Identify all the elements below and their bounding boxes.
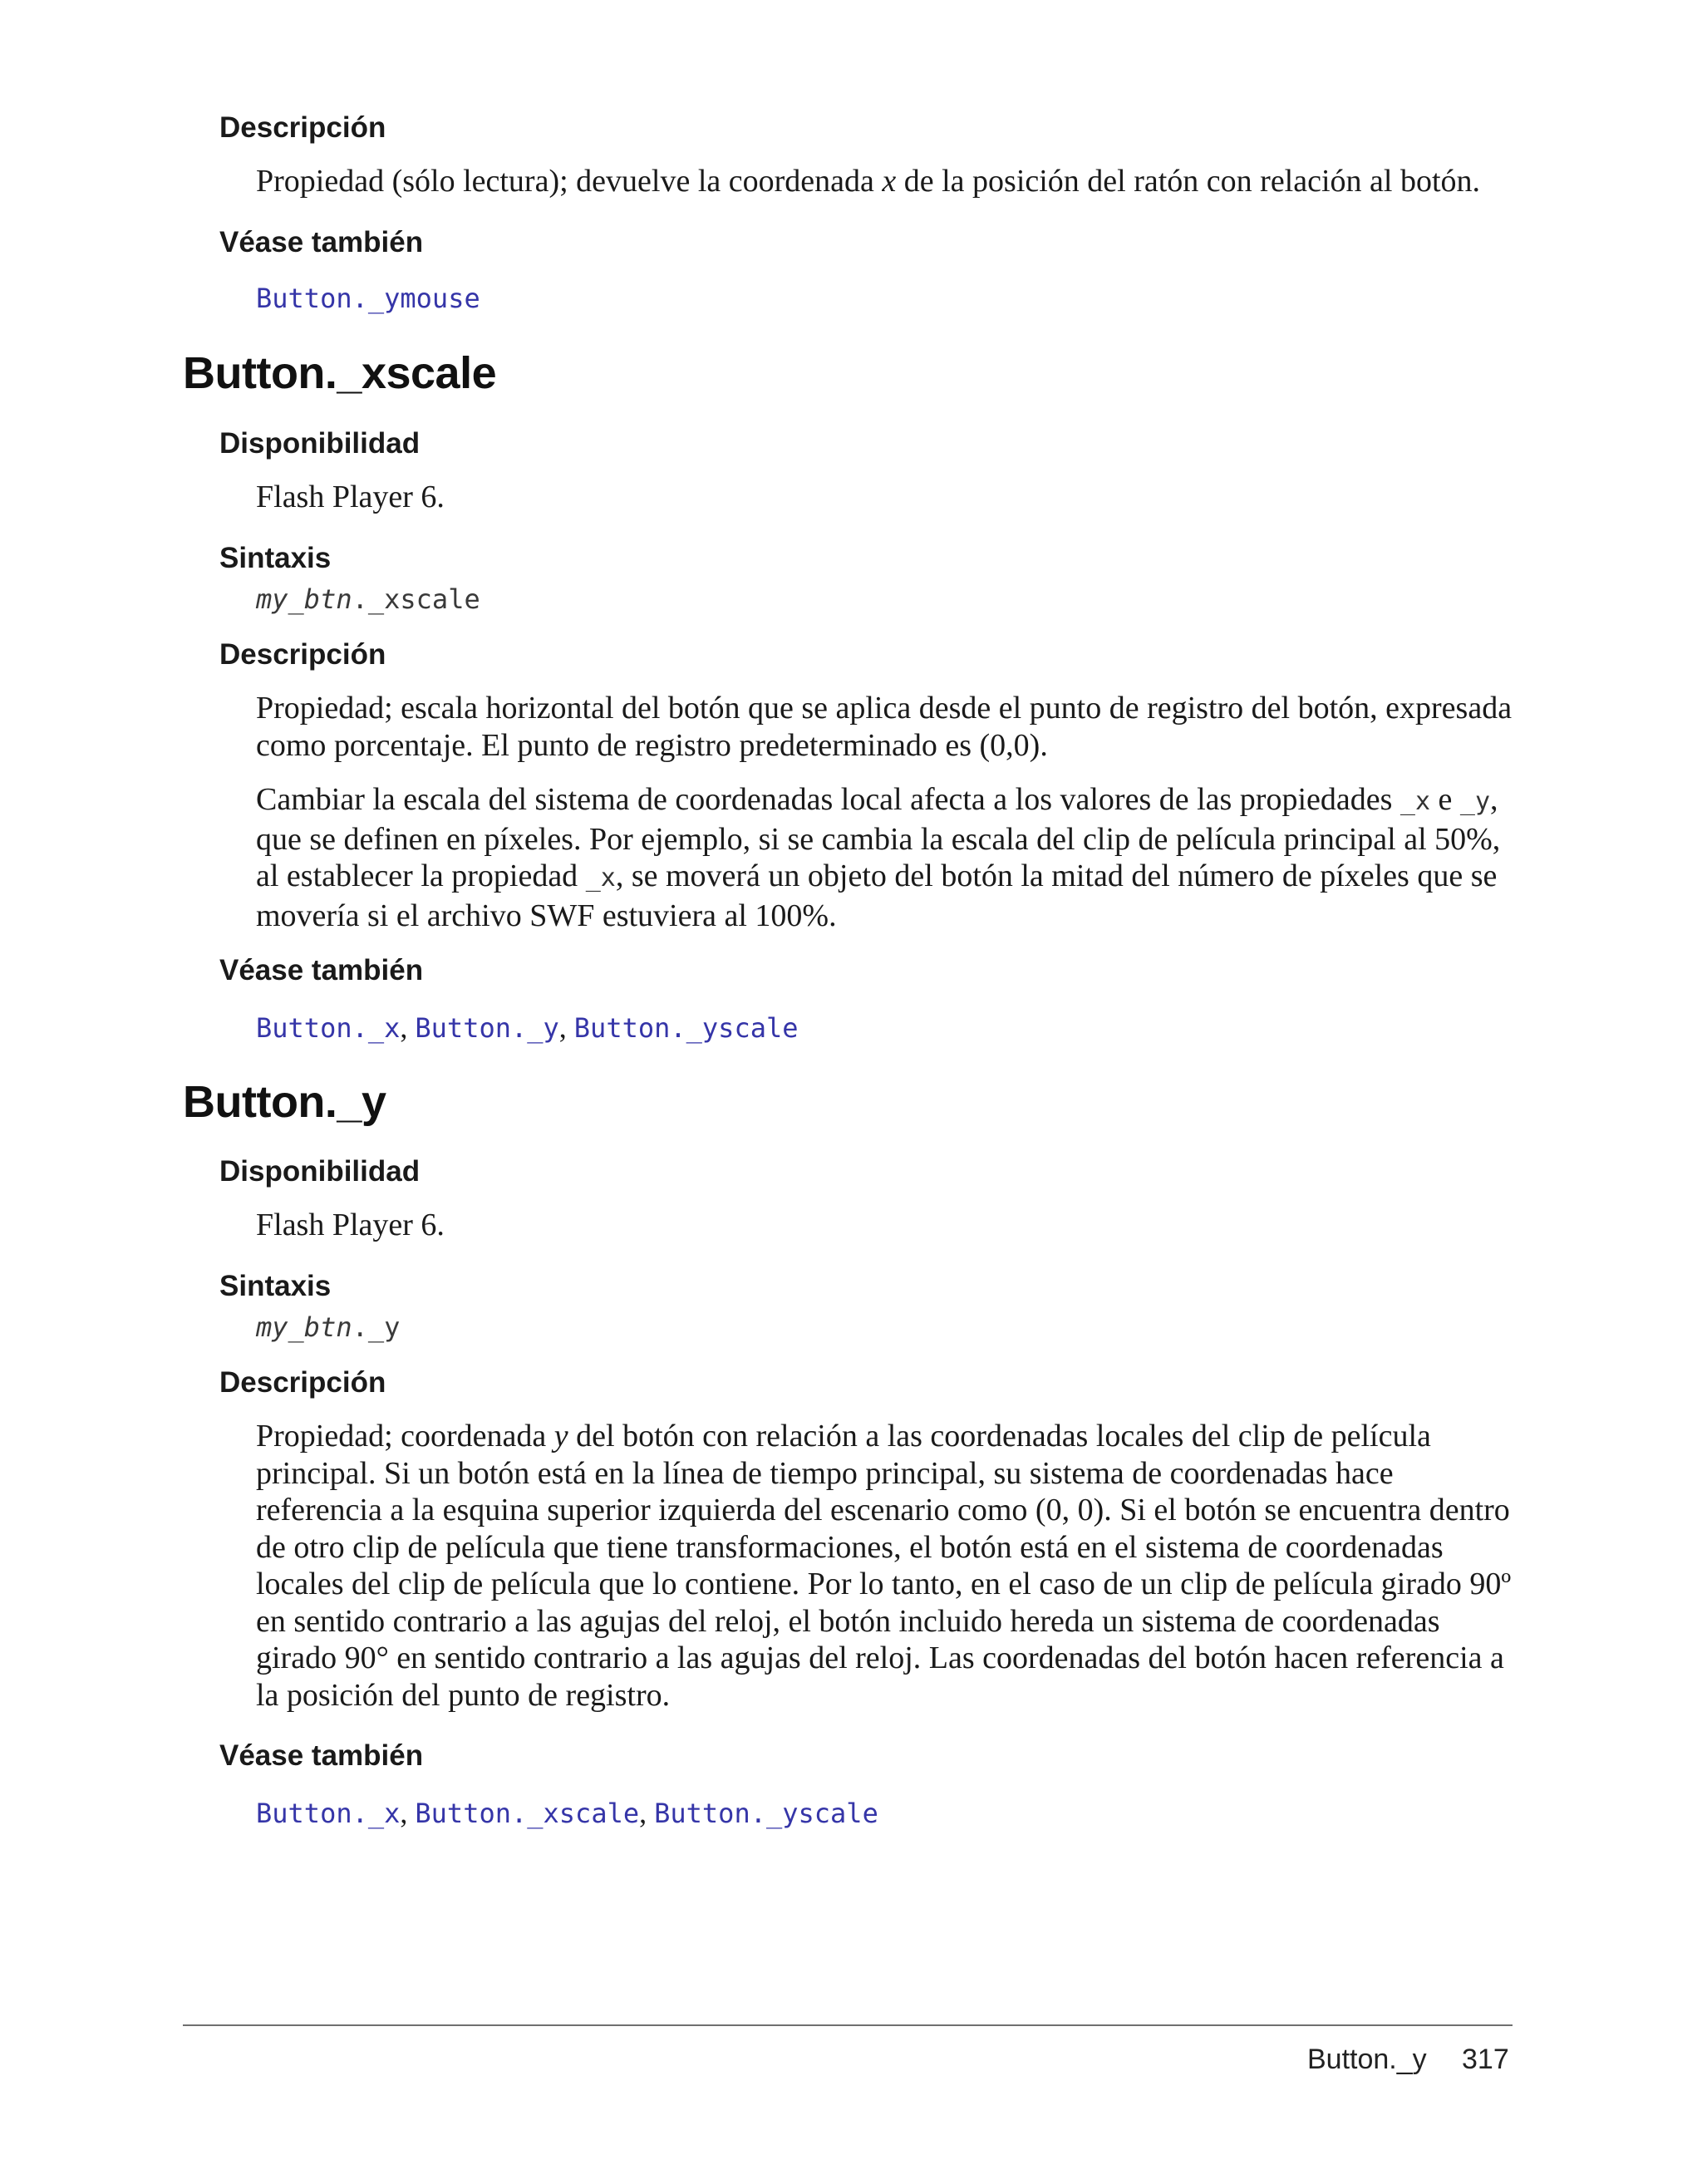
see-also-heading: Véase también [219, 1739, 424, 1772]
description-paragraph-1: Propiedad; escala horizontal del botón que se aplica desde el punto de registro del botón, expresada como porcentaje. El punto de registro predeterminado es (0,0). [256, 691, 1513, 763]
syntax-instance: my_btn [256, 1311, 352, 1343]
syntax-heading: Sintaxis [219, 1270, 332, 1302]
paragraph-part: e [1430, 782, 1460, 817]
paragraph-var: y [553, 1419, 568, 1454]
see-also-links [256, 1796, 878, 1830]
description-heading: Descripción [219, 1366, 386, 1399]
page-number: 317 [1462, 2044, 1509, 2075]
description-heading: Descripción [219, 111, 386, 144]
paragraph-part: , se moverá un objeto del botón la mitad del número de píxeles que se movería si el archivo SWF estuviera al 100%. [256, 858, 1498, 933]
see-also-heading: Véase también [219, 226, 424, 258]
link-separator: , [400, 1796, 416, 1829]
see-also-links [256, 1011, 799, 1045]
link-button-ymouse[interactable]: Button._ymouse [256, 283, 480, 314]
description-text-part: Propiedad (sólo lectura); devuelve la coordenada [256, 164, 883, 199]
description-paragraph [256, 1418, 1519, 1714]
availability-heading: Disponibilidad [219, 1155, 421, 1188]
inline-code: _x [585, 863, 616, 893]
availability-heading: Disponibilidad [219, 427, 421, 460]
syntax-property: ._xscale [352, 583, 480, 615]
link-button-yscale[interactable]: Button._yscale [654, 1798, 878, 1829]
see-also-links [256, 282, 480, 315]
description-paragraph-2 [256, 781, 1519, 934]
link-separator: , [558, 1011, 574, 1044]
description-heading: Descripción [219, 638, 386, 671]
link-button-y[interactable]: Button._y [415, 1012, 559, 1044]
link-button-x[interactable]: Button._x [256, 1798, 401, 1829]
syntax-property: ._y [352, 1311, 401, 1343]
availability-text: Flash Player 6. [256, 1208, 445, 1242]
link-separator: , [639, 1796, 655, 1829]
section-title-y: Button._y [183, 1077, 386, 1127]
syntax-instance: my_btn [256, 583, 352, 615]
link-separator: , [400, 1011, 416, 1044]
paragraph-part: Cambiar la escala del sistema de coordenadas local afecta a los valores de las propiedades [256, 782, 1400, 817]
syntax-heading: Sintaxis [219, 542, 332, 574]
inline-code: _x [1399, 787, 1431, 816]
link-button-xscale[interactable]: Button._xscale [415, 1798, 640, 1829]
description-var: x [882, 164, 897, 199]
link-button-x[interactable]: Button._x [256, 1012, 401, 1044]
syntax-code [256, 583, 480, 616]
paragraph-part: Propiedad; coordenada [256, 1419, 554, 1454]
paragraph-part: del botón con relación a las coordenadas locales del clip de película principal. Si un botón está en la línea de tiempo principal, su sistema de coordenadas hace referencia a la esquina superior izquierda del escenario como (0, 0). Si el botón se encuentra dentro de otro clip de película que tiene transformaciones, el botón está en el sistema de coordenadas locales del clip de película que lo contiene. Por lo tanto, en el caso de un clip de película girado 90º en sentido contrario a las agujas del reloj, el botón incluido hereda un sistema de coordenadas girado 90° en sentido contrario a las agujas del reloj. Las coordenadas del botón hacen referencia a la posición del punto de registro. [256, 1419, 1512, 1713]
paragraph-part: , que se definen en píxeles. Por ejemplo, si se cambia la escala del clip de película principal al 50%, al establecer la propiedad [256, 782, 1501, 893]
see-also-heading: Véase también [219, 954, 424, 986]
footer-title: Button._y [1307, 2044, 1427, 2075]
inline-code: _y [1459, 787, 1491, 816]
section-title-xscale: Button._xscale [183, 348, 497, 398]
description-text [256, 163, 1519, 200]
availability-text: Flash Player 6. [256, 480, 445, 514]
footer-divider [183, 2024, 1513, 2026]
link-button-yscale[interactable]: Button._yscale [573, 1012, 799, 1044]
description-text-part: de la posición del ratón con relación al botón. [896, 164, 1481, 199]
syntax-code [256, 1311, 400, 1344]
